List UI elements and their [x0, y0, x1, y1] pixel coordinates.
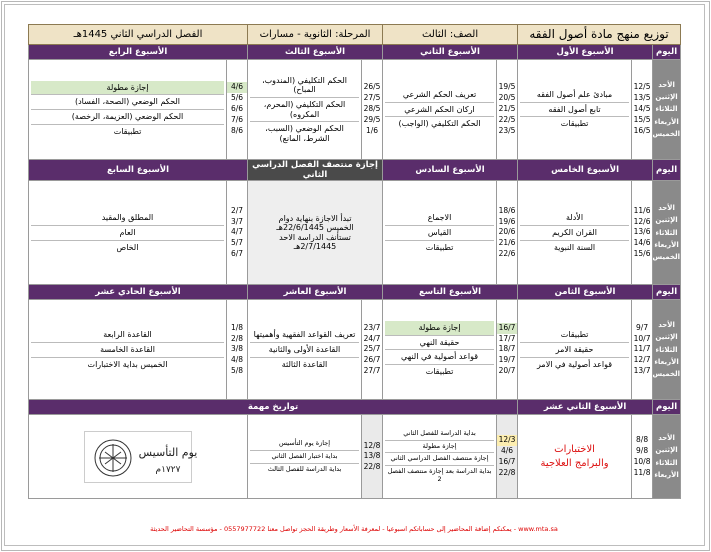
week-1-lessons: مبادئ علم أصول الفقه تابع أصول الفقه تطبيقات [518, 60, 632, 160]
week-5-lessons: الأدلة القران الكريم السنة النبوية [518, 181, 632, 285]
event-names-b: إجازة يوم التأسيس بداية اختبار الفصل الثاني بداية الدراسة للفصل الثالث [248, 415, 362, 499]
founding-day-cell [29, 415, 248, 499]
week-header-row [29, 45, 681, 60]
important-dates-title: تواريخ مهمة [29, 400, 518, 415]
stage: المرحلة: الثانوية - مسارات [248, 25, 383, 45]
week-11-dates: 1/8 2/8 3/8 4/8 5/8 [227, 300, 248, 400]
week-10-lessons: تعريف القواعد الفقهية وأهميتها القاعدة الأولى والثانية القاعدة الثالثة [248, 300, 362, 400]
week-9-dates: 16/7 17/7 18/7 19/7 20/7 [497, 300, 518, 400]
week-2-dates: 19/5 20/5 21/5 22/5 23/5 [497, 60, 518, 160]
week-2-title: الأسبوع الثاني [383, 45, 518, 60]
curriculum-table [28, 24, 681, 499]
footer-contact: www.mta.sa - يمكنكم إضافة المحاضير إلى حساباتكم اسبوعيا - لمعرفة الأسعار وطريقة الحجز تواصل معنا 0557977722 - مؤسسة التحاضير الحديثة [150, 525, 558, 533]
week-4-title: الأسبوع الرابع [29, 45, 248, 60]
week-5-title: الأسبوع الخامس [518, 160, 653, 181]
week-body-row [29, 181, 681, 285]
week-7-dates: 2/7 3/7 4/7 5/7 6/7 [227, 181, 248, 285]
logo-title: يوم التأسيس [138, 445, 198, 459]
grade: الصف: الثالث [383, 25, 518, 45]
week-4-dates: 4/6 5/6 6/6 7/6 8/6 [227, 60, 248, 160]
event-dates-b: 12/8 13/8 22/8 [362, 415, 383, 499]
days-column: الأحد الإثنين الثلاثاء الأربعاء الخميس [653, 181, 681, 285]
week-2-lessons: تعريف الحكم الشرعي اركان الحكم الشرعي الحكم التكليفي (الواجب) [383, 60, 497, 160]
week-7-title: الأسبوع السابع [29, 160, 248, 181]
mid-break-notice: تبدأ الاجازة بنهاية دوام الخميس 22/6/1445هـ تستأنف الدراسة الاحد 2/7/1445هـ [248, 181, 383, 285]
week-10-title: الأسبوع العاشر [248, 285, 383, 300]
days-column: الأحد الإثنين الثلاثاء الأربعاء الخميس [653, 60, 681, 160]
week-11-title: الأسبوع الحادي عشر [29, 285, 248, 300]
week-11-lessons: القاعدة الرابعة القاعدة الخامسة الخميس بداية الاختبارات [29, 300, 227, 400]
days-column: الأحد الإثنين الثلاثاء الأربعاء الخميس [653, 300, 681, 400]
week-6-lessons: الاجماع القياس تطبيقات [383, 181, 497, 285]
week-header-row [29, 285, 681, 300]
exams-notice: الاختبارات والبرامج العلاجية [518, 415, 632, 499]
week-3-title: الأسبوع الثالث [248, 45, 383, 60]
week-6-dates: 18/6 19/6 20/6 21/6 22/6 [497, 181, 518, 285]
week-1-title: الأسبوع الأول [518, 45, 653, 60]
day-header: اليوم [653, 400, 681, 415]
week-12-title: الأسبوع الثاني عشر [518, 400, 653, 415]
days-column: الأحد الإثنين الثلاثاء الأربعاء [653, 415, 681, 499]
week-6-title: الأسبوع السادس [383, 160, 518, 181]
week-8-lessons: تطبيقات حقيقة الامر قواعد أصولية في الامر [518, 300, 632, 400]
day-header: اليوم [653, 45, 681, 60]
week-9-lessons: إجازة مطولة حقيقة النهي قواعد أصولية في النهي تطبيقات [383, 300, 497, 400]
week-4-lessons: إجازة مطولة الحكم الوضعي (الصحة، الفساد) الحكم الوضعي (العزيمة، الرخصة) تطبيقات [29, 60, 227, 160]
week-12-dates: 8/8 9/8 10/8 11/8 [632, 415, 653, 499]
founding-day-logo [84, 431, 198, 483]
day-header: اليوم [653, 285, 681, 300]
week-header-row [29, 400, 681, 415]
week-3-dates: 26/5 27/5 28/5 29/5 1/6 [362, 60, 383, 160]
event-names-a: بداية الدراسة للفصل الثاني إجازة مطولة إجازة منتصف الفصل الدراسي الثاني بداية الدراسة بعد إجازة منتصف الفصل 2 [383, 415, 497, 499]
title-row [29, 25, 681, 45]
week-8-dates: 9/7 10/7 11/7 12/7 13/7 [632, 300, 653, 400]
week-8-title: الأسبوع الثامن [518, 285, 653, 300]
week-body-row [29, 300, 681, 400]
week-5-dates: 11/6 12/6 13/6 14/6 15/6 [632, 181, 653, 285]
week-7-lessons: المطلق والمقيد العام الخاص [29, 181, 227, 285]
week-1-dates: 12/5 13/5 14/5 15/5 16/5 [632, 60, 653, 160]
week-header-row [29, 160, 681, 181]
week-body-row [29, 60, 681, 160]
week-10-dates: 23/7 24/7 25/7 26/7 27/7 [362, 300, 383, 400]
day-header: اليوم [653, 160, 681, 181]
logo-year: ١٧٢٧م [155, 464, 181, 475]
term: الفصل الدراسي الثاني 1445هـ [29, 25, 248, 45]
week-9-title: الأسبوع التاسع [383, 285, 518, 300]
mid-break-title: إجازة منتصف الفصل الدراسي الثاني [248, 160, 383, 181]
event-dates-a: 12/3 4/6 16/7 22/8 [497, 415, 518, 499]
week-body-row [29, 415, 681, 499]
week-3-lessons: الحكم التكليفي (المندوب، المباح) الحكم التكليفي (المحرم، المكروه) الحكم الوضعي (السبب، الشرط، المانع) [248, 60, 362, 160]
title: توزيع منهج مادة أصول الفقه [518, 25, 681, 45]
